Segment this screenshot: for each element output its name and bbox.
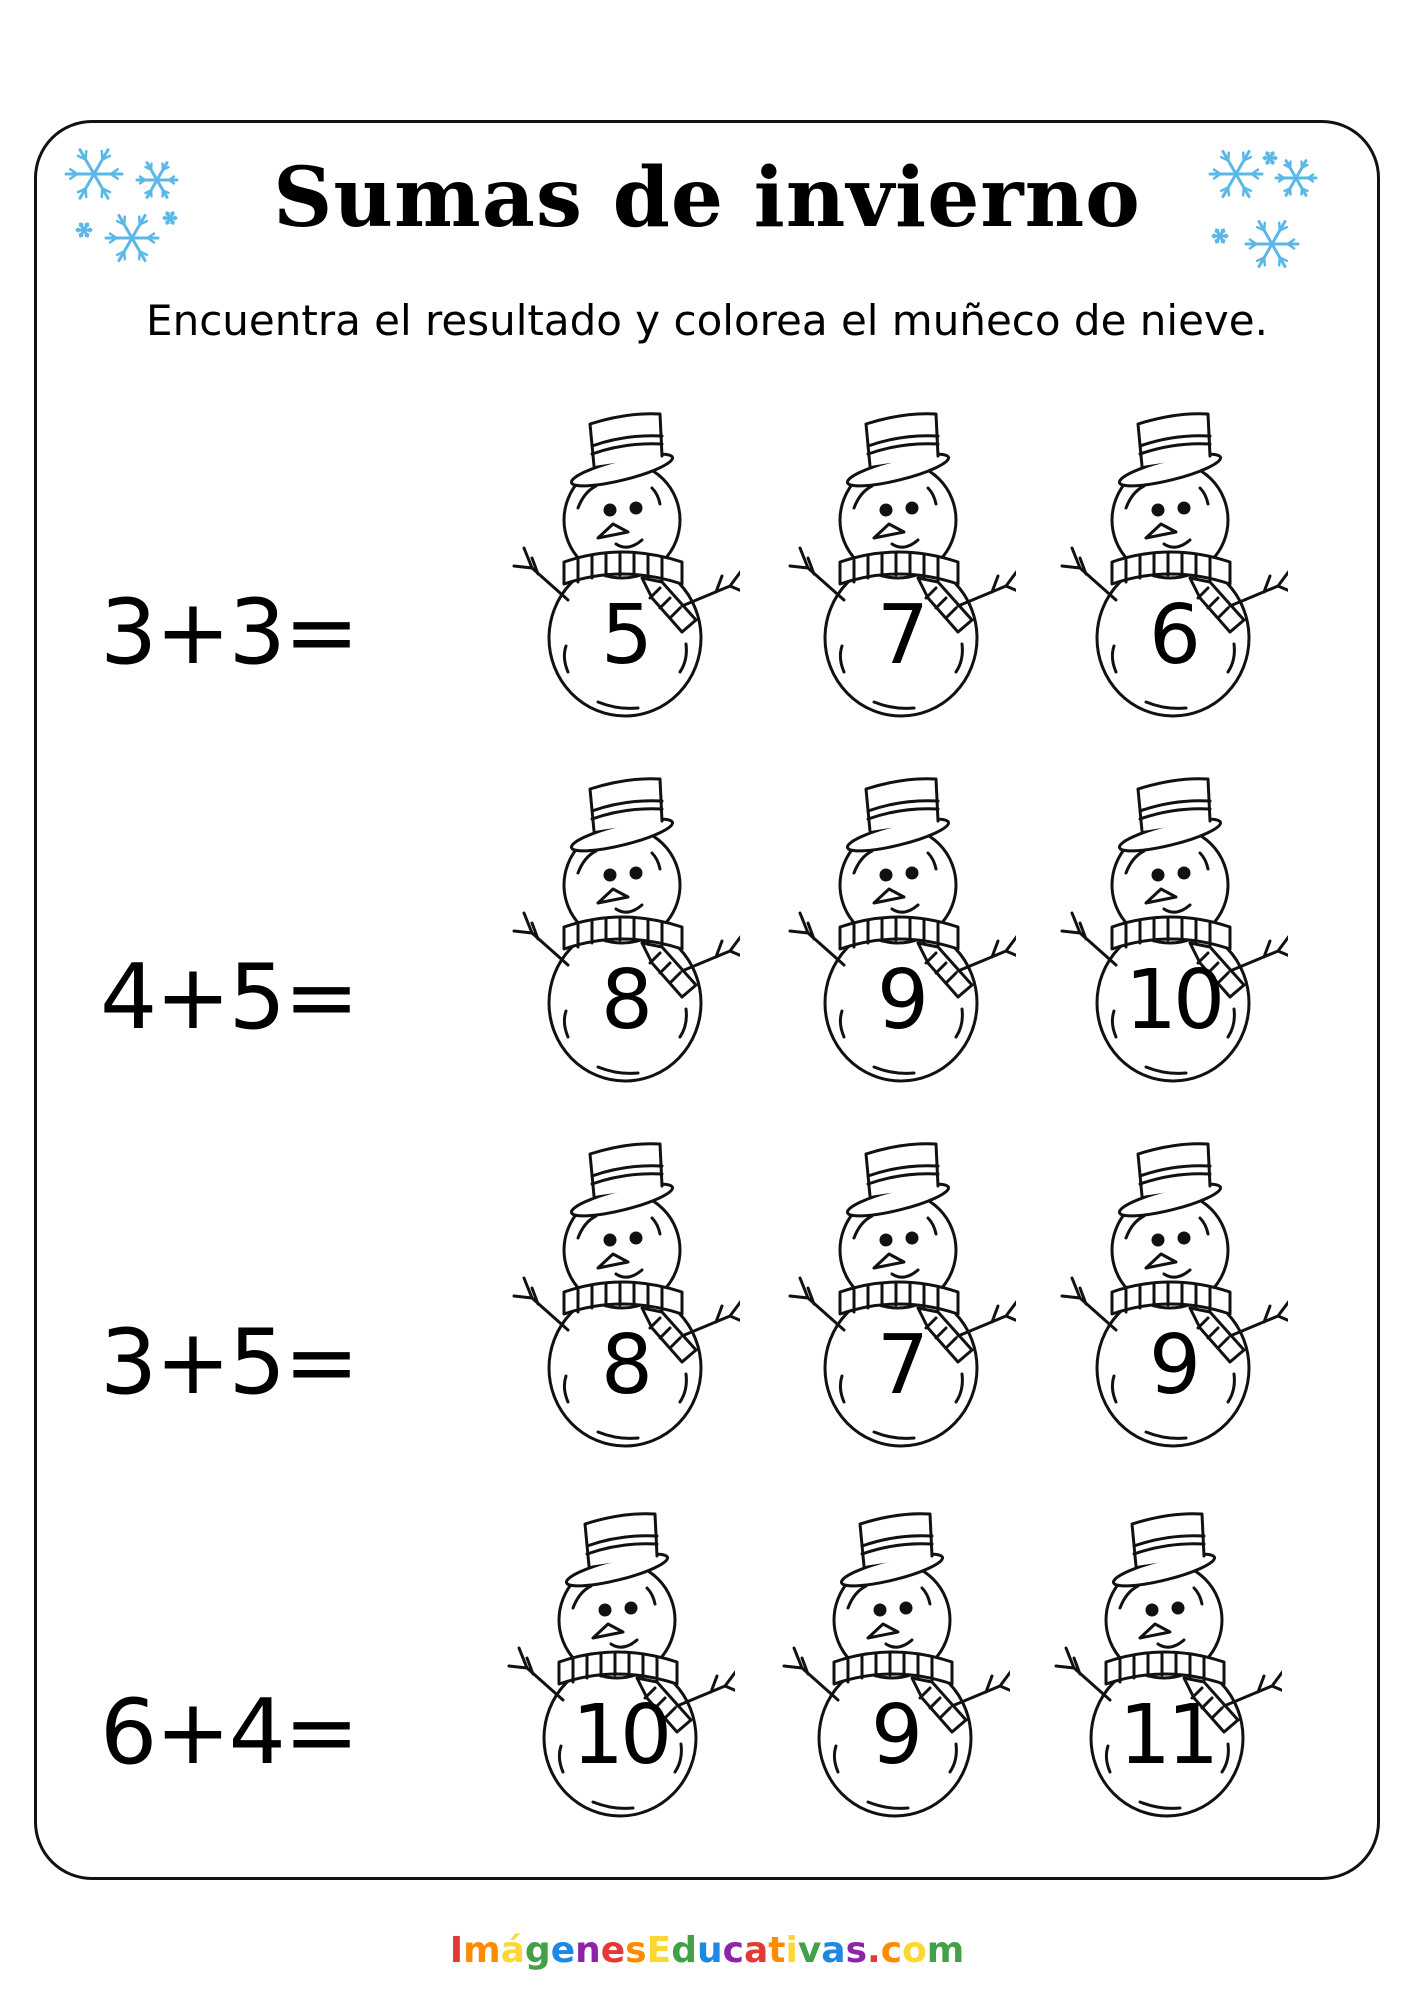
footer-letter: u xyxy=(696,1930,723,1971)
snowman-option[interactable] xyxy=(1058,775,1288,1095)
footer-letter: t xyxy=(768,1930,786,1971)
footer-letter: d xyxy=(671,1930,697,1971)
footer-letter: I xyxy=(449,1930,464,1971)
exercise-row xyxy=(0,775,1414,1095)
snowman-option[interactable] xyxy=(786,775,1016,1095)
footer-letter: . xyxy=(867,1930,881,1971)
footer-letter: a xyxy=(821,1930,846,1971)
footer-letter: a xyxy=(743,1930,769,1971)
footer-text xyxy=(450,1930,965,1971)
footer-letter: c xyxy=(722,1930,744,1971)
snowman-option[interactable] xyxy=(510,1140,740,1460)
footer-letter: e xyxy=(600,1930,626,1971)
answer-number: 11 xyxy=(1118,1688,1216,1783)
answer-number: 8 xyxy=(600,953,650,1048)
snowman-option[interactable] xyxy=(780,1510,1010,1830)
footer-letter: i xyxy=(785,1930,798,1971)
footer-letter: e xyxy=(550,1930,576,1971)
exercise-row xyxy=(0,410,1414,730)
equation: 3+5= xyxy=(100,1310,358,1415)
footer-letter: o xyxy=(902,1930,927,1971)
snowman-option[interactable] xyxy=(505,1510,735,1830)
snowman-option[interactable] xyxy=(1058,1140,1288,1460)
footer-letter: s xyxy=(625,1930,647,1971)
snowman-option[interactable] xyxy=(786,1140,1016,1460)
page-title: Sumas de invierno xyxy=(273,150,1141,246)
footer-letter: n xyxy=(575,1930,601,1971)
footer-letter: m xyxy=(926,1930,965,1971)
answer-number: 9 xyxy=(876,953,926,1048)
equation: 4+5= xyxy=(100,945,358,1050)
answer-number: 9 xyxy=(870,1688,920,1783)
exercise-row xyxy=(0,1140,1414,1460)
snowman-option[interactable] xyxy=(1052,1510,1282,1830)
answer-number: 6 xyxy=(1148,588,1198,683)
answer-number: 10 xyxy=(1124,953,1222,1048)
footer-letter: m xyxy=(463,1930,501,1971)
exercise-row xyxy=(0,1510,1414,1830)
snowman-option[interactable] xyxy=(786,410,1016,730)
snowman-option[interactable] xyxy=(510,775,740,1095)
answer-number: 7 xyxy=(876,1318,926,1413)
answer-number: 10 xyxy=(571,1688,669,1783)
footer-letter: s xyxy=(845,1930,868,1971)
footer-letter: E xyxy=(646,1930,672,1971)
answer-number: 5 xyxy=(600,588,650,683)
snowman-option[interactable] xyxy=(1058,410,1288,730)
footer-letter: á xyxy=(500,1930,525,1971)
answer-number: 9 xyxy=(1148,1318,1198,1413)
equation: 6+4= xyxy=(100,1680,358,1785)
equation: 3+3= xyxy=(100,580,358,685)
snowman-option[interactable] xyxy=(510,410,740,730)
answer-number: 7 xyxy=(876,588,926,683)
footer-letter: g xyxy=(524,1930,551,1971)
footer-website xyxy=(0,1930,1414,1971)
answer-number: 8 xyxy=(600,1318,650,1413)
footer-letter: c xyxy=(880,1930,903,1971)
footer-letter: v xyxy=(797,1930,822,1971)
instructions: Encuentra el resultado y colorea el muñeco de nieve. xyxy=(146,296,1268,345)
